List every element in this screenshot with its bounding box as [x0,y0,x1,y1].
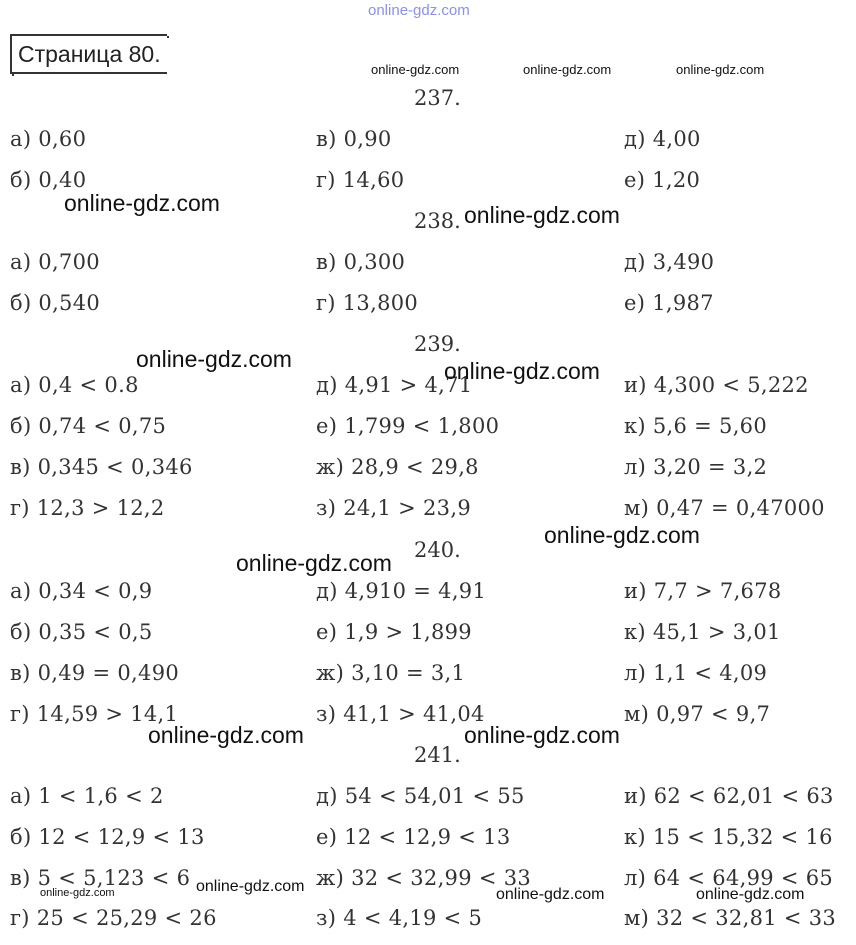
exercise-number-238: 238. [414,209,461,233]
watermark-big-8: online-gdz.com [464,722,620,748]
exercise-number-237: 237. [414,86,461,110]
answer-241-d: д) 54 < 54,01 < 55 [316,784,525,808]
answer-238-g: г) 13,800 [316,291,419,315]
watermark-big-7: online-gdz.com [148,722,304,748]
answer-239-k: к) 5,6 = 5,60 [624,414,767,438]
exercise-number-241: 241. [414,743,461,767]
answer-241-l: л) 64 < 64,99 < 65 [624,866,834,890]
answer-240-l: л) 1,1 < 4,09 [624,661,768,685]
watermark-big-1: online-gdz.com [64,190,220,216]
answer-237-d: д) 4,00 [624,127,701,151]
watermark-top: online-gdz.com [368,2,470,19]
answer-238-d: д) 3,490 [624,250,715,274]
watermark-small-1: online-gdz.com [371,62,460,77]
answer-239-v: в) 0,345 < 0,346 [10,455,193,479]
watermark-small-2: online-gdz.com [523,62,612,77]
answer-241-z: з) 4 < 4,19 < 5 [316,906,483,930]
answer-237-a: а) 0,60 [10,127,87,151]
page-title: Страница 80. [10,34,167,74]
watermark-big-4: online-gdz.com [444,358,600,384]
watermark-small-3: online-gdz.com [676,62,765,77]
answer-241-i: и) 62 < 62,01 < 63 [624,784,834,808]
answer-239-zh: ж) 28,9 < 29,8 [316,455,479,479]
answer-241-a: а) 1 < 1,6 < 2 [10,784,164,808]
answer-239-e: е) 1,799 < 1,800 [316,414,500,438]
answer-240-k: к) 45,1 > 3,01 [624,620,781,644]
answer-239-z: з) 24,1 > 23,9 [316,496,471,520]
answer-239-l: л) 3,20 = 3,2 [624,455,768,479]
answer-240-m: м) 0,97 < 9,7 [624,702,771,726]
answer-239-b: б) 0,74 < 0,75 [10,414,167,438]
answer-240-b: б) 0,35 < 0,5 [10,620,153,644]
answer-237-g: г) 14,60 [316,168,405,192]
answer-238-b: б) 0,540 [10,291,101,315]
watermark-tiny: online-gdz.com [40,887,115,899]
exercise-number-240: 240. [414,538,461,562]
answer-239-a: а) 0,4 < 0.8 [10,373,139,397]
answer-241-zh: ж) 32 < 32,99 < 33 [316,866,532,890]
answer-240-g: г) 14,59 > 14,1 [10,702,179,726]
answer-240-a: а) 0,34 < 0,9 [10,579,153,603]
watermark-bottom-2: online-gdz.com [496,886,605,903]
answer-241-g: г) 25 < 25,29 < 26 [10,906,217,930]
watermark-big-6: online-gdz.com [236,550,392,576]
answer-241-m: м) 32 < 32,81 < 33 [624,906,837,930]
answer-241-v: в) 5 < 5,123 < 6 [10,866,191,890]
answer-237-e: е) 1,20 [624,168,701,192]
answer-241-k: к) 15 < 15,32 < 16 [624,825,833,849]
answer-240-d: д) 4,910 = 4,91 [316,579,487,603]
watermark-big-5: online-gdz.com [544,522,700,548]
answer-240-e: е) 1,9 > 1,899 [316,620,472,644]
watermark-big-3: online-gdz.com [136,346,292,372]
answer-240-z: з) 41,1 > 41,04 [316,702,485,726]
answer-241-b: б) 12 < 12,9 < 13 [10,825,205,849]
answer-241-e: е) 12 < 12,9 < 13 [316,825,511,849]
answer-239-m: м) 0,47 = 0,47000 [624,496,825,520]
answer-240-i: и) 7,7 > 7,678 [624,579,782,603]
answer-237-v: в) 0,90 [316,127,392,151]
answer-239-d: д) 4,91 > 4,71 [316,373,473,397]
answer-237-b: б) 0,40 [10,168,87,192]
exercise-number-239: 239. [414,332,461,356]
watermark-bottom-1: online-gdz.com [196,878,305,895]
watermark-bottom-3: online-gdz.com [696,886,805,903]
answer-238-e: е) 1,987 [624,291,714,315]
answer-239-i: и) 4,300 < 5,222 [624,373,809,397]
answer-240-zh: ж) 3,10 = 3,1 [316,661,466,685]
answer-240-v: в) 0,49 = 0,490 [10,661,180,685]
answer-239-g: г) 12,3 > 12,2 [10,496,165,520]
answer-238-v: в) 0,300 [316,250,406,274]
answer-238-a: а) 0,700 [10,250,100,274]
watermark-big-2: online-gdz.com [464,202,620,228]
